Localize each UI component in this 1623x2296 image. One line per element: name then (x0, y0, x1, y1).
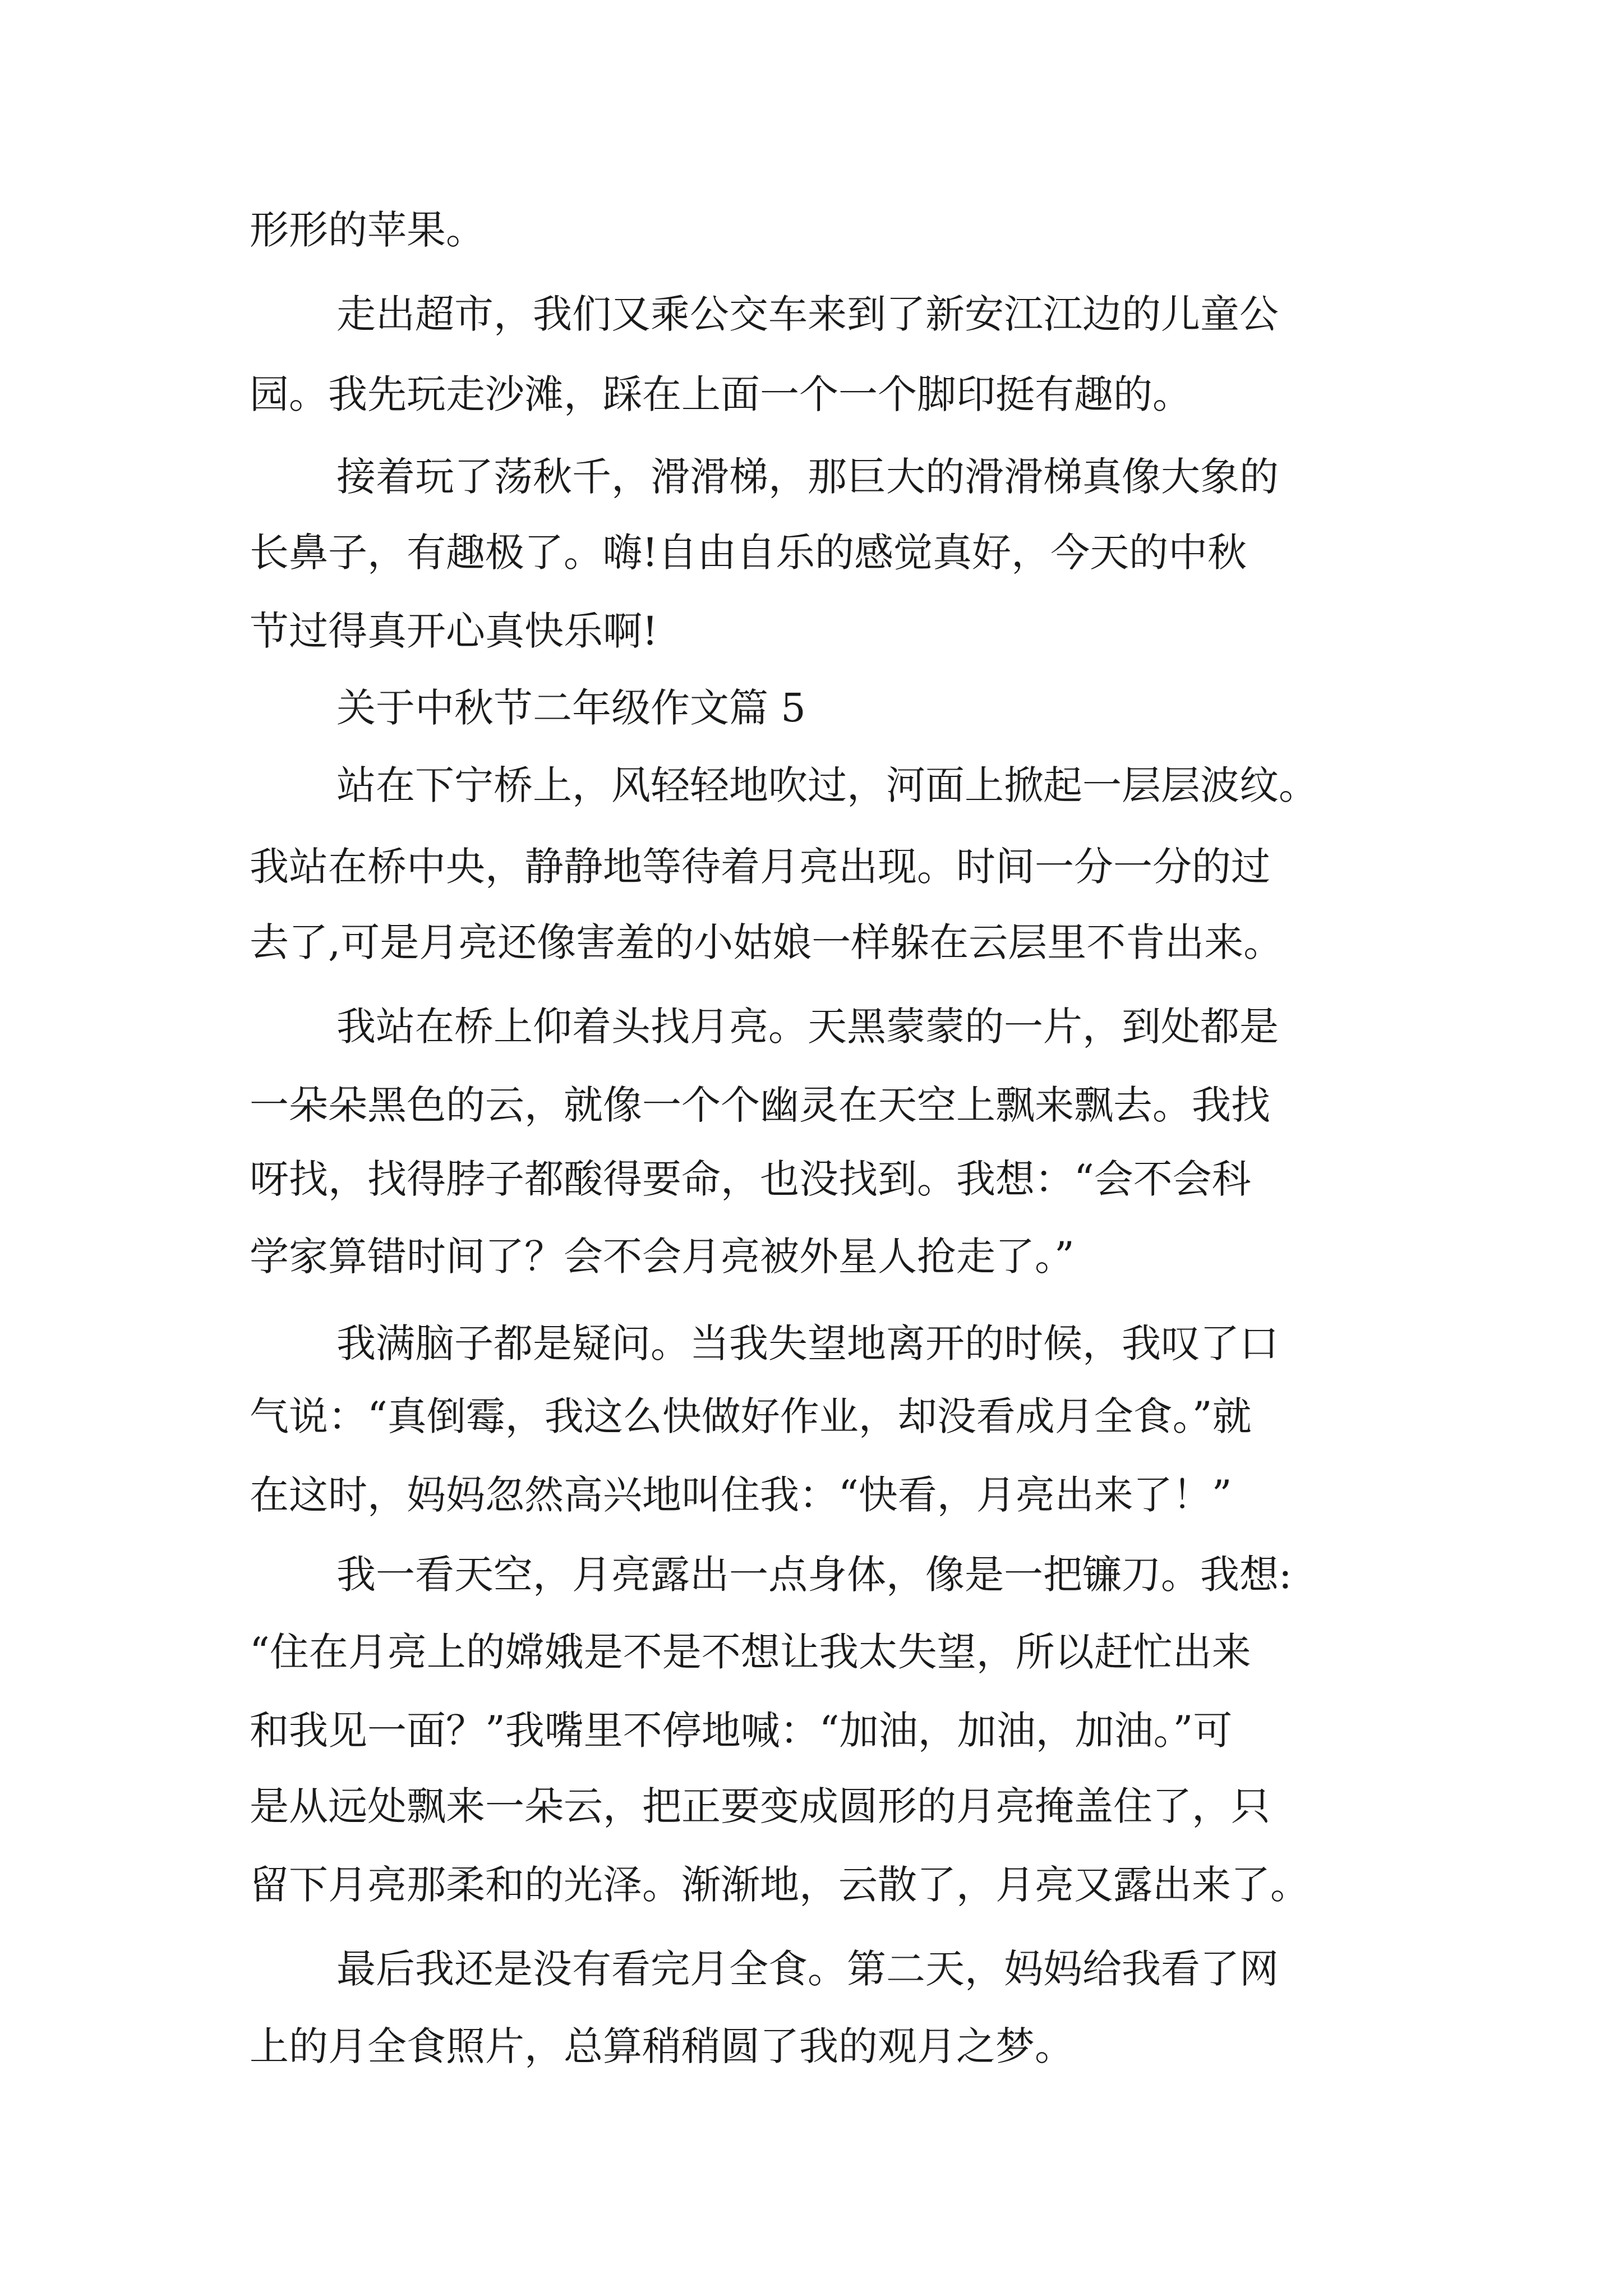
text-line: 走出超市，我们又乘公交车来到了新安江江边的儿童公 (336, 291, 1279, 337)
text-line: 最后我还是没有看完月全食。第二天，妈妈给我看了网 (336, 1946, 1279, 1992)
text-line: 接着玩了荡秋千，滑滑梯，那巨大的滑滑梯真像大象的 (336, 454, 1279, 500)
text-line: 园。我先玩走沙滩，踩在上面一个一个脚印挺有趣的。 (250, 371, 1192, 417)
text-line: 和我见一面？”我嘴里不停地喊：“加油，加油，加油。”可 (250, 1708, 1233, 1754)
text-line: 留下月亮那柔和的光泽。渐渐地，云散了，月亮又露出来了。 (250, 1862, 1310, 1908)
text-line: 我满脑子都是疑问。当我失望地离开的时候，我叹了口 (336, 1320, 1279, 1366)
text-line: 呀找，找得脖子都酸得要命，也没找到。我想：“会不会科 (250, 1156, 1251, 1202)
text-line: 气说：“真倒霉，我这么快做好作业，却没看成月全食。”就 (250, 1393, 1252, 1439)
text-line: 我一看天空，月亮露出一点身体，像是一把镰刀。我想: (336, 1552, 1292, 1598)
text-line: 长鼻子，有趣极了。嗨!自由自乐的感觉真好，今天的中秋 (250, 530, 1247, 576)
text-line: 去了,可是月亮还像害羞的小姑娘一样躲在云层里不肯出来。 (250, 919, 1283, 965)
text-line: 节过得真开心真快乐啊! (250, 608, 658, 654)
text-line: 站在下宁桥上，风轻轻地吹过，河面上掀起一层层波纹。 (336, 762, 1318, 808)
text-line: “住在月亮上的嫦娥是不是不想让我太失望，所以赶忙出来 (250, 1629, 1251, 1675)
text-line: 学家算错时间了？会不会月亮被外星人抢走了。” (250, 1234, 1075, 1280)
text-line: 我站在桥中央，静静地等待着月亮出现。时间一分一分的过 (250, 844, 1270, 890)
section-heading: 关于中秋节二年级作文篇 5 (336, 685, 806, 731)
text-line: 在这时，妈妈忽然高兴地叫住我：“快看，月亮出来了！” (250, 1472, 1232, 1518)
text-line: 是从远处飘来一朵云，把正要变成圆形的月亮掩盖住了，只 (250, 1783, 1270, 1829)
text-line: 一朵朵黑色的云，就像一个个幽灵在天空上飘来飘去。我找 (250, 1082, 1270, 1128)
text-line: 形形的苹果。 (250, 207, 485, 253)
text-line: 上的月全食照片，总算稍稍圆了我的观月之梦。 (250, 2023, 1074, 2069)
text-line: 我站在桥上仰着头找月亮。天黑蒙蒙的一片，到处都是 (336, 1004, 1279, 1050)
